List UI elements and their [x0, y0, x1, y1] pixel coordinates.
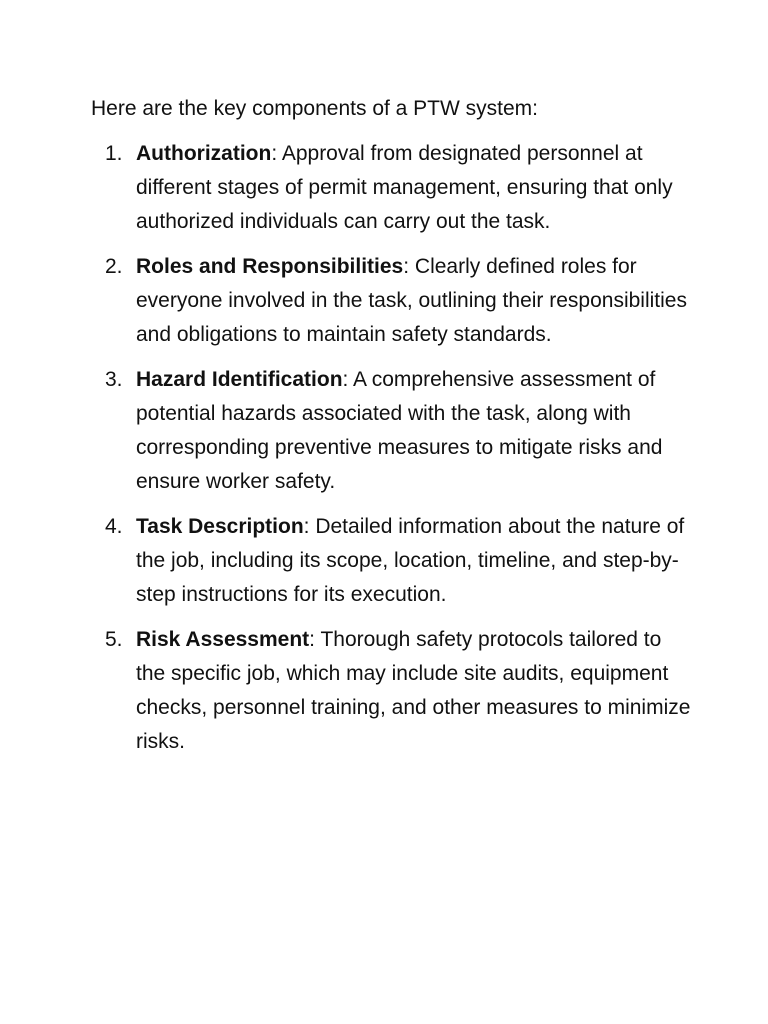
components-list	[0, 137, 696, 770]
item-term: Task Description	[136, 515, 304, 538]
item-number: 2.	[105, 255, 123, 278]
item-number: 5.	[105, 628, 123, 651]
item-term: Authorization	[136, 142, 272, 165]
item-term: Roles and Responsibilities	[136, 255, 404, 278]
list-item	[105, 623, 696, 759]
item-number: 1.	[105, 142, 123, 165]
list-item	[105, 510, 696, 612]
item-term: Risk Assessment	[136, 628, 310, 651]
list-item	[105, 363, 696, 499]
item-description: : Detailed information about the nature of the job, including its scope, location, timeline, and step-by-step instructions for its execution.	[136, 515, 685, 606]
list-item	[105, 137, 696, 239]
item-term: Hazard Identification	[136, 368, 343, 391]
item-description: : A comprehensive assessment of potential hazards associated with the task, along with corresponding preventive measures to mitigate risks and ensure worker safety.	[136, 368, 663, 493]
item-number: 3.	[105, 368, 123, 391]
item-description: : Clearly defined roles for everyone involved in the task, outlining their responsibilities and obligations to maintain safety standards.	[136, 255, 687, 346]
item-number: 4.	[105, 515, 123, 538]
intro-text: Here are the key components of a PTW system:	[91, 97, 539, 120]
item-description: : Approval from designated personnel at different stages of permit management, ensuring that only authorized individuals can carry out the task.	[136, 142, 673, 233]
list-item	[105, 250, 696, 352]
item-description: : Thorough safety protocols tailored to the specific job, which may include site audits, equipment checks, personnel training, and other measures to minimize risks.	[136, 628, 691, 753]
